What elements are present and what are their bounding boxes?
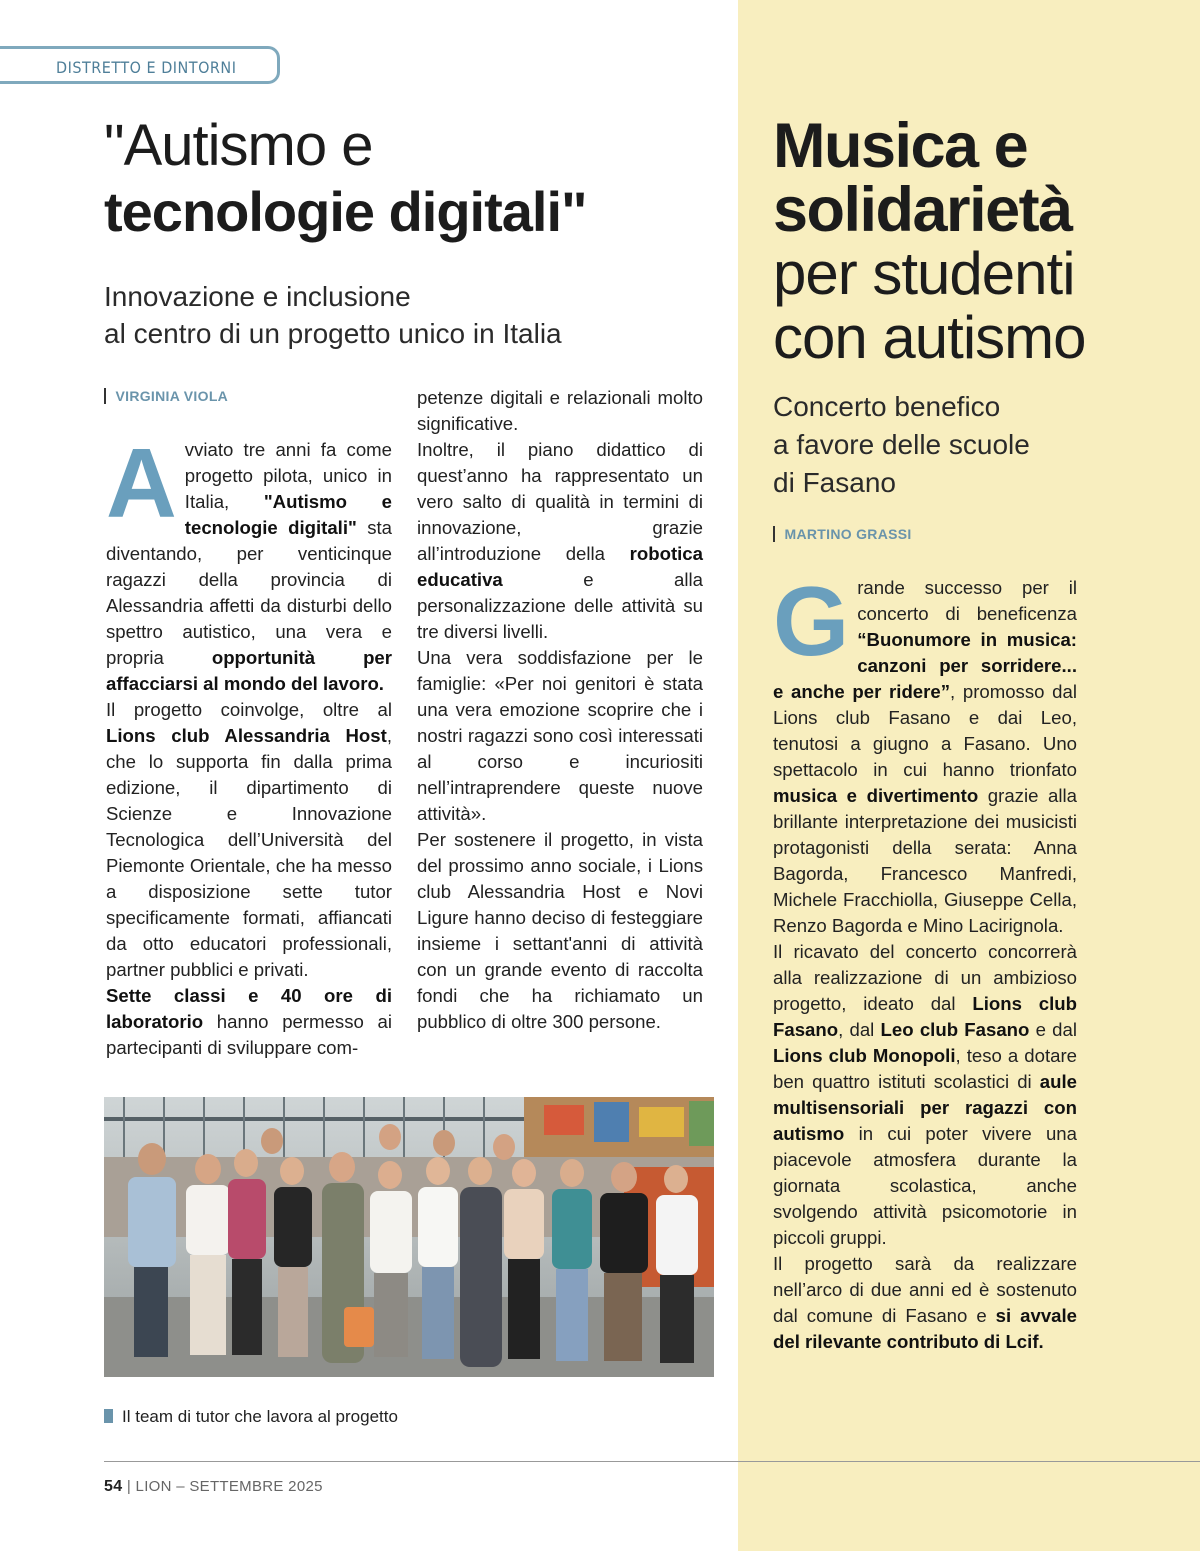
paragraph: Avviato tre anni fa come progetto pilota, unico in Italia, "Autismo e tecnologie digitali" sta diventando, per venticinque ragazzi della provincia di Alessandria affetti da disturbi dello spettro autistico, una vera e propria opportunità per affacciarsi al mondo del lavoro. <box>106 428 393 694</box>
byline-bar <box>104 388 106 404</box>
drop-cap: A <box>106 428 177 538</box>
caption-text: Il team di tutor che lavora al progetto <box>122 1407 398 1426</box>
paragraph: Il progetto sarà da realizzare nell’arco di due anni ed è sostenuto dal comune di Fasano e si avvale del rilevante contributo di Lcif. <box>773 1253 1078 1352</box>
sidebar-title-line1: Musica e <box>773 111 1028 181</box>
sidebar-column <box>773 566 1078 1355</box>
sidebar-title <box>773 111 1193 371</box>
article-title-line2: tecnologie digitali" <box>104 180 587 243</box>
article-subtitle-line1: Innovazione e inclusione <box>104 281 411 312</box>
paragraph: petenze digitali e relazionali molto significative. <box>417 387 703 434</box>
article-column-2 <box>417 385 703 1035</box>
photo-caption <box>104 1407 398 1427</box>
sidebar-subtitle-line1: Concerto benefico <box>773 391 1001 422</box>
sidebar-subtitle-line3: di Fasano <box>773 467 896 498</box>
group-photo <box>104 1097 714 1377</box>
paragraph: Per sostenere il progetto, in vista del prossimo anno sociale, i Lions club Alessandria Host e Novi Ligure hanno deciso di festeggiare insieme i settant'anni di attività con un grande evento di raccolta fondi che ha richiamato un pubblico di oltre 300 persone. <box>417 829 703 1032</box>
paragraph: Grande successo per il concerto di beneficenza “Buonumore in musica: canzoni per sorridere... e anche per ridere”, promosso dal Lions club Fasano e dai Leo, tenutosi a giugno a Fasano. Uno spettacolo in cui hanno trionfato musica e divertimento grazie alla brillante interpretazione dei musicisti protagonisti della serata: Anna Bagorda, Francesco Manfredi, Michele Fracchiolla, Giuseppe Cella, Renzo Bagorda e Mino Lacirignola. <box>773 566 1077 936</box>
magazine-issue: LION – SETTEMBRE 2025 <box>135 1478 323 1495</box>
group-photo-image <box>104 1097 714 1377</box>
article-subtitle-line2: al centro di un progetto unico in Italia <box>104 318 562 349</box>
article-byline <box>104 388 228 404</box>
sidebar-byline <box>773 526 912 542</box>
sidebar-title-line4: con autismo <box>773 304 1086 371</box>
footer-divider <box>104 1461 1200 1462</box>
byline-bar <box>773 526 775 542</box>
article-title-line1: "Autismo e <box>104 113 373 178</box>
article-column-1 <box>106 428 393 1061</box>
author-name: VIRGINIA VIOLA <box>115 388 229 404</box>
sidebar-title-line3: per studenti <box>773 240 1075 307</box>
paragraph: Una vera soddisfazione per le famiglie: «Per noi genitori è stata una vera emozione scoprire che i nostri ragazzi sono così interessati al corso e incuriositi nell’intraprendere queste nuove attività». <box>417 647 703 824</box>
paragraph: Inoltre, il piano didattico di quest’anno ha rappresentato un vero salto di qualità in termini di innovazione, grazie all’introduzione della robotica educativa e alla personalizzazione delle attività su tre diversi livelli. <box>417 439 703 642</box>
article-title <box>104 114 724 246</box>
paragraph: Il progetto coinvolge, oltre al Lions club Alessandria Host, che lo supporta fin dalla prima edizione, il dipartimento di Scienze e Innovazione Tecnologica dell’Università del Piemonte Orientale, che ha messo a disposizione sette tutor specificamente formati, affiancati da otto educatori professionali, partner pubblici e privati. <box>106 699 392 980</box>
sidebar-subtitle-line2: a favore delle scuole <box>773 429 1030 460</box>
sidebar-subtitle <box>773 388 1173 502</box>
author-name: MARTINO GRASSI <box>784 526 912 542</box>
section-tab <box>0 46 280 84</box>
article-subtitle <box>104 278 724 352</box>
section-label: DISTRETTO E DINTORNI <box>56 58 237 77</box>
sidebar-title-line2: solidarietà <box>773 175 1072 245</box>
paragraph: Sette classi e 40 ore di laboratorio hanno permesso ai partecipanti di sviluppare com- <box>106 985 392 1058</box>
page-number: 54 <box>104 1478 123 1495</box>
footer-separator: | <box>126 1478 132 1495</box>
paragraph: Il ricavato del concerto concorrerà alla realizzazione di un ambizioso progetto, ideato dal Lions club Fasano, dal Leo club Fasano e dal Lions club Monopoli, teso a dotare ben quattro istituti scolastici di aule multisensoriali per ragazzi con autismo in cui poter vivere una piacevole atmosfera durante la giornata scolastica, anche svolgendo attività psicomotorie in piccoli gruppi. <box>773 941 1077 1248</box>
drop-cap: G <box>773 566 850 676</box>
caption-marker <box>104 1409 113 1423</box>
page-footer <box>104 1478 323 1496</box>
